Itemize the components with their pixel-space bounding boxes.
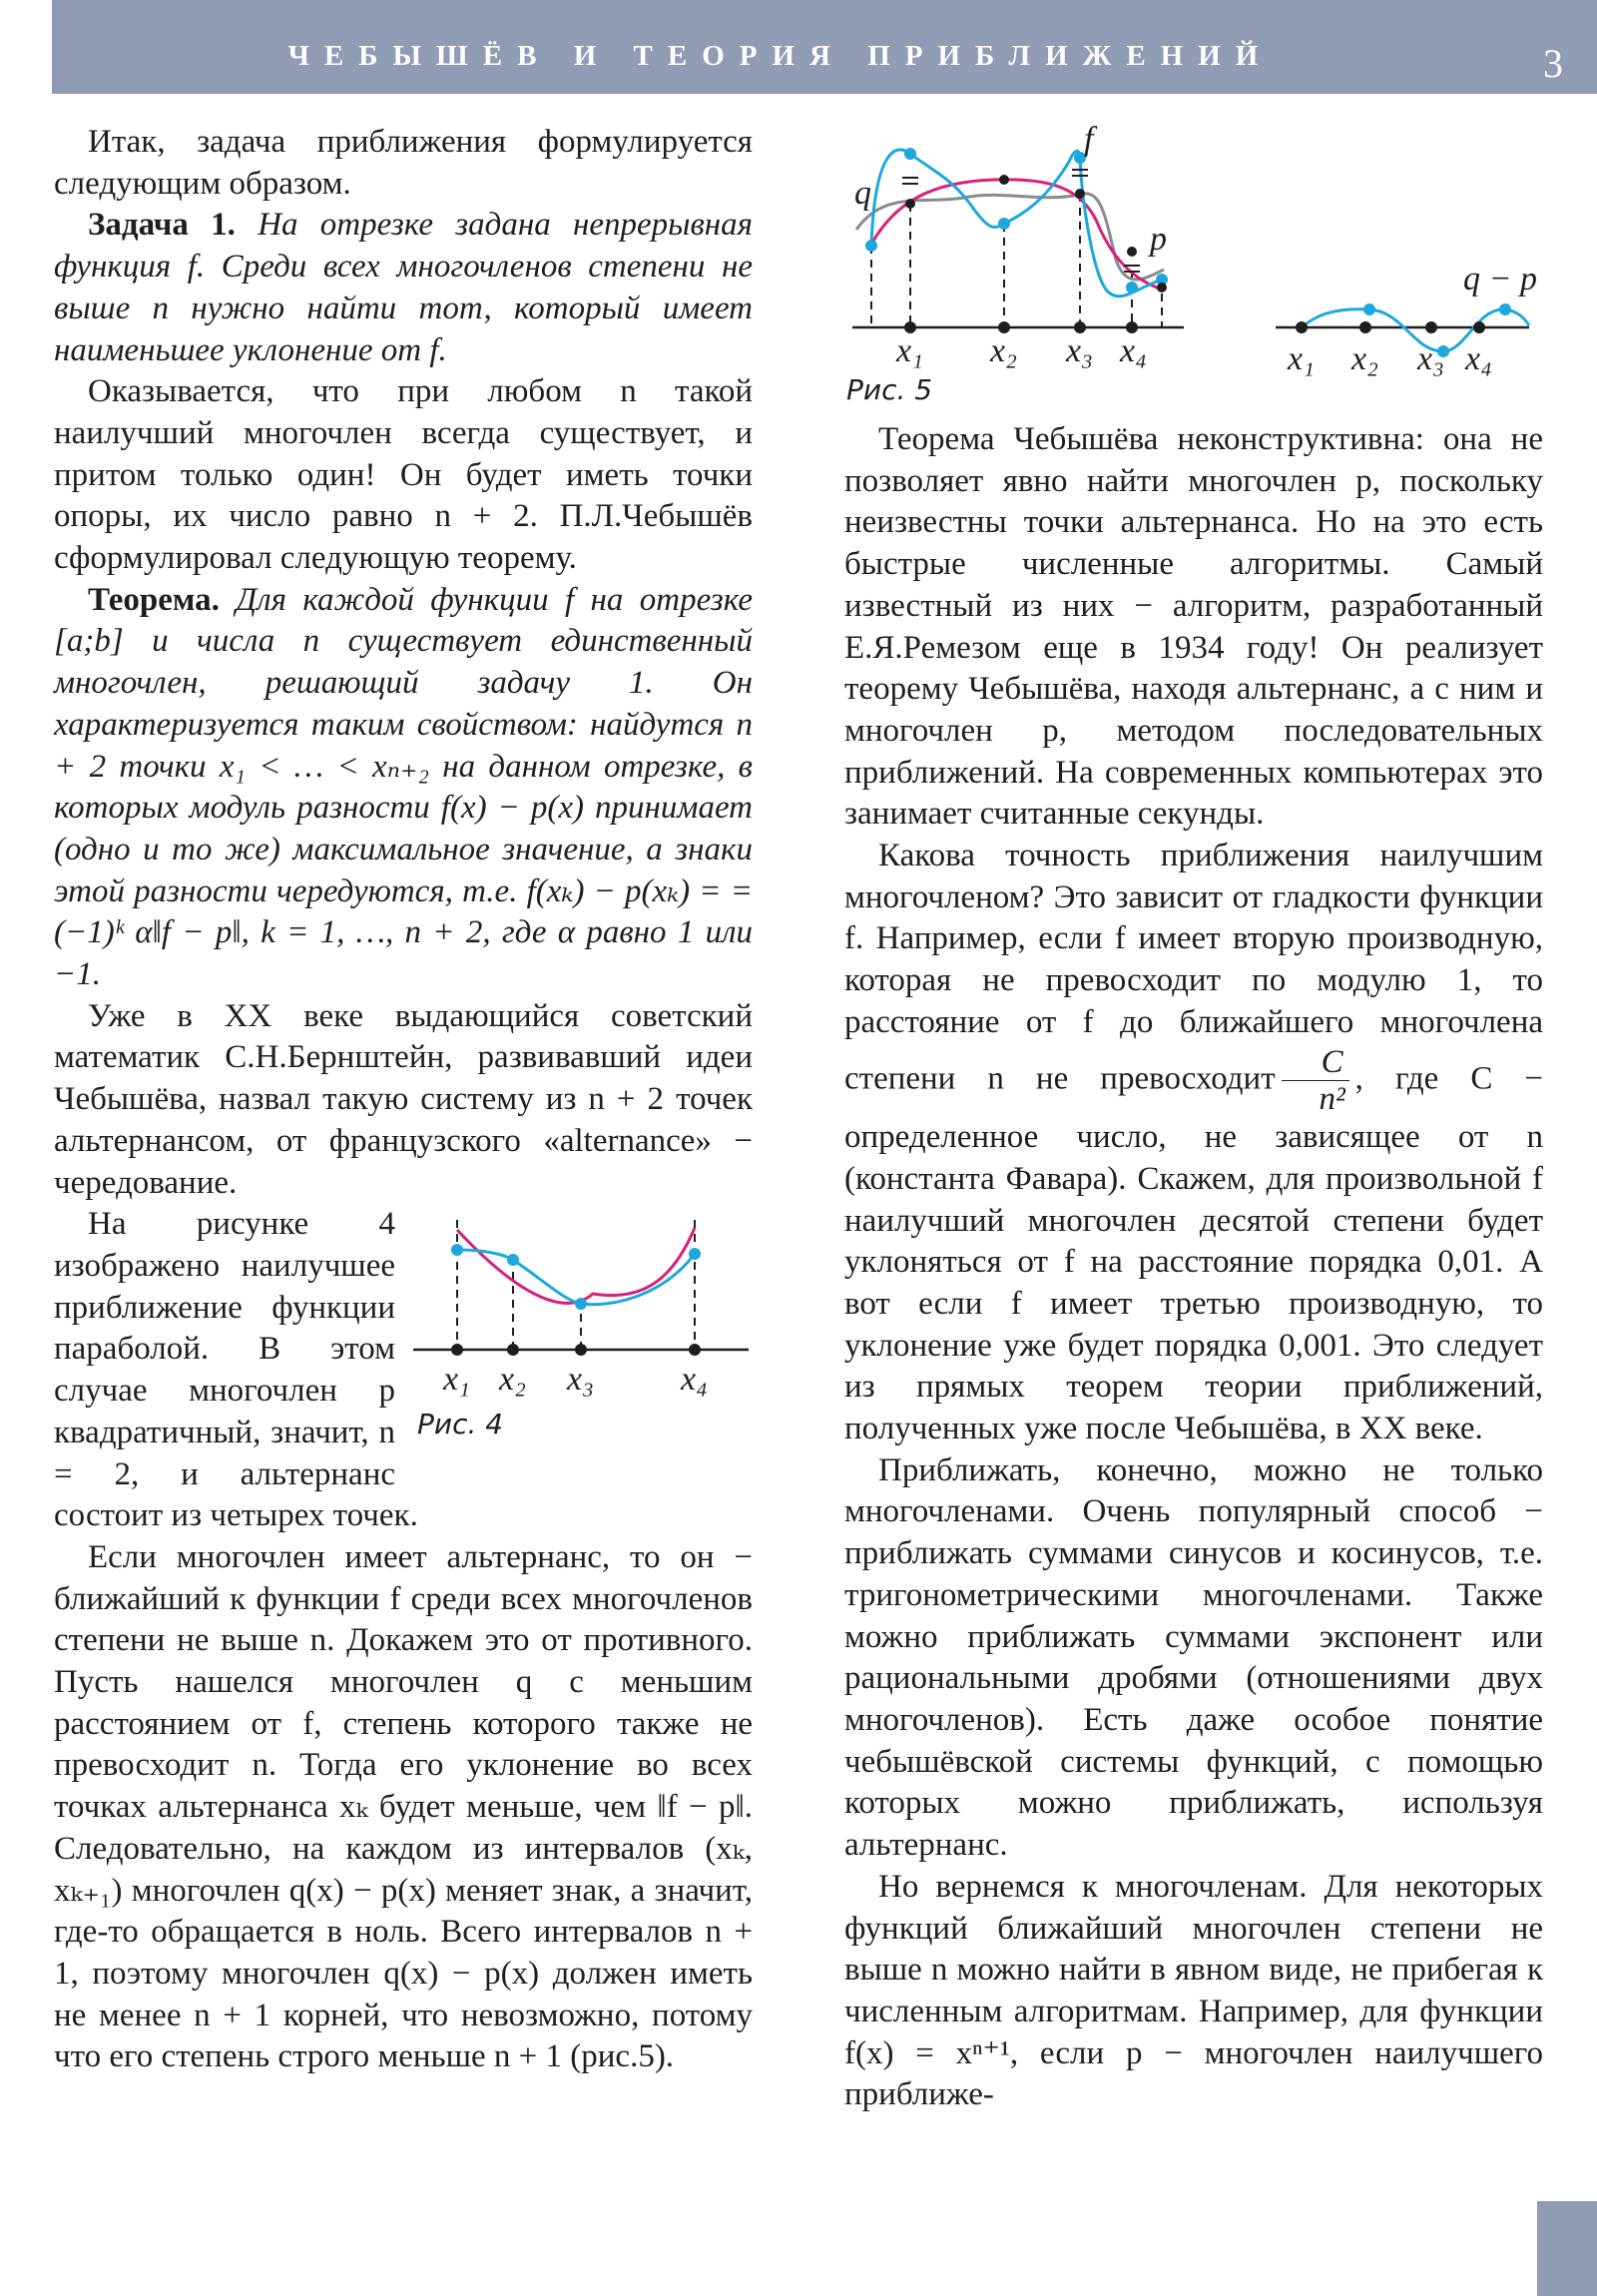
- curve-f: [871, 150, 1162, 296]
- figure-5: [844, 120, 1563, 409]
- paragraph: На рисунке 4 изображено наилучшее приближение функции параболой. В этом случае многочлен p квадратичный, значит, n = 2, и альтернанс состоит из четырех точек.: [54, 1206, 418, 1534]
- paragraph: [844, 836, 1543, 1450]
- fig5-x3: x₃: [1066, 332, 1093, 369]
- right-column: [844, 419, 1543, 2116]
- fig4-x2: x₂: [499, 1361, 526, 1399]
- curve-function: [457, 1250, 695, 1305]
- fig5-label-p: p: [1150, 221, 1167, 258]
- curve-q-minus-p: [1302, 309, 1529, 351]
- paragraph: Уже в XX веке выдающийся советский математик С.Н.Бернштейн, развивавший идеи Чебышёва, назвал такую систему из n + 2 точек альтернансом, от французского «alternance» − чередование.: [54, 997, 753, 1201]
- fig5-label-q-minus-p: q − p: [1463, 261, 1537, 297]
- paragraph: Но вернемся к многочленам. Для некоторых функций ближайший многочлен степени не выше n можно найти в явном виде, не прибегая к численным алгоритмам. Например, для функции f(x) = xⁿ⁺¹, если p − многочлен наилучшего приближе-: [844, 1868, 1543, 2113]
- formula-fraction: [1282, 1044, 1349, 1118]
- running-header: [52, 0, 1597, 94]
- figure-4: [413, 1210, 753, 1471]
- fig5-diff-x2: x₂: [1351, 340, 1378, 377]
- page-number: 3: [1543, 41, 1563, 86]
- fig5-x4: x₄: [1120, 332, 1147, 369]
- fraction-denominator: n²: [1319, 1080, 1345, 1117]
- corner-decoration: [1537, 2201, 1597, 2296]
- paragraph: Если многочлен имеет альтернанс, то он − ближайший к функции f среди всех многочленов степени не выше n. Докажем это от противного. Пусть нашелся многочлен q с меньшим расстоянием от f, степень которого также не превосходит n. Тогда его уклонение во всех точках альтернанса xₖ будет меньше, чем ‖f − p‖. Следовательно, на каждом из интервалов (xₖ, xₖ₊₁) многочлен q(x) − p(x) меняет знак, а значит, где-то обращается в ноль. Всего интервалов n + 1, поэтому многочлен q(x) − p(x) должен иметь не менее n + 1 корней, что невозможно, потому что его степень строго меньше n + 1 (рис.5).: [54, 1538, 753, 2075]
- task-text: На отрезке задана непрерывная функция f. Среди всех многочленов степени не выше n нужно найти тот, который имеет наименьшее уклонение от f.: [54, 207, 754, 368]
- curve-parabola: [457, 1228, 695, 1303]
- paragraph: Теорема Чебышёва неконструктивна: она не позволяет явно найти многочлен p, поскольку неизвестны точки альтернанса. Но на это есть быстрые численные алгоритмы. Самый известный из них − алгоритм, разработанный Е.Я.Ремезом еще в 1934 году! Он реализует теорему Чебышёва, находя альтернанс, а с ним и многочлен p, методом последовательных приближений. На современных компьютерах это занимает считанные секунды.: [844, 421, 1543, 833]
- fig4-x3: x₃: [567, 1361, 594, 1399]
- theorem-text: Для каждой функции f на отрезке [a;b] и числа n существует единственный многочлен, решающий задачу 1. Он характеризуется таким свойством: найдутся n + 2 точки x₁ < … < xₙ₊₂ на данном отрезке, в которых модуль разности f(x) − p(x) принимает (одно и то же) максимальное значение, а знаки этой разности чередуются, т.е. f(xₖ) − p(xₖ) = = (−1)ᵏ α‖f − p‖, k = 1, …, n + 2, где α равно 1 или −1.: [54, 581, 753, 993]
- theorem-label: Теорема.: [88, 581, 220, 618]
- task-label: Задача 1.: [88, 207, 236, 244]
- fig5-label-f: f: [1084, 121, 1094, 158]
- text-span: , где C − определенное число, не зависящее от n (константа Фавара). Скажем, для произвольной f наилучший многочлен десятой степени будет уклоняться от f на расстояние порядка 0,01. А вот если f имеет третью производную, то уклонение уже будет порядка 0,001. Это следует из прямых теорем теории приближений, полученных уже после Чебышёва, в XX веке.: [844, 1059, 1544, 1447]
- fig5-caption: Рис. 5: [846, 373, 933, 406]
- left-column: [54, 122, 753, 2078]
- fig5-diff-x3: x₃: [1417, 340, 1444, 377]
- paragraph: Оказывается, что при любом n такой наилучший многочлен всегда существует, и притом только один! Он будет иметь точки опоры, их число равно n + 2. П.Л.Чебышёв сформулировал следующую теорему.: [54, 373, 753, 577]
- fig5-label-q: q: [854, 175, 871, 212]
- fraction-numerator: C: [1282, 1044, 1349, 1081]
- task-paragraph: [54, 205, 753, 371]
- paragraph: Итак, задача приближения формулируется следующим образом.: [54, 124, 753, 202]
- fig4-x4: x₄: [681, 1361, 708, 1399]
- header-title: ЧЕБЫШЁВ И ТЕОРИЯ ПРИБЛИЖЕНИЙ: [287, 40, 1274, 72]
- fig5-diff-x4: x₄: [1465, 340, 1492, 377]
- fig4-caption: Рис. 4: [417, 1408, 504, 1441]
- paragraph: Приближать, конечно, можно не только многочленами. Очень популярный способ − приближать суммами синусов и косинусов, т.е. тригонометрическими многочленами. Также можно приближать суммами экспонент или рациональными дробями (отношениями двух многочленов). Есть даже особое понятие чебышёвской системы функций, с помощью которых можно приближать, используя альтернанс.: [844, 1451, 1543, 1864]
- fig5-diff-x1: x₁: [1288, 340, 1315, 377]
- theorem-paragraph: [54, 580, 753, 996]
- fig5-x2: x₂: [990, 332, 1017, 369]
- fig4-x1: x₁: [443, 1361, 470, 1399]
- fig5-x1: x₁: [896, 332, 923, 369]
- text-span: Какова точность приближения наилучшим многочленом? Это зависит от гладкости функции f. Например, если f имеет вторую производную, которая не превосходит по модулю 1, то расстояние от f до ближайшего многочлена степени n не превосходит: [844, 838, 1543, 1096]
